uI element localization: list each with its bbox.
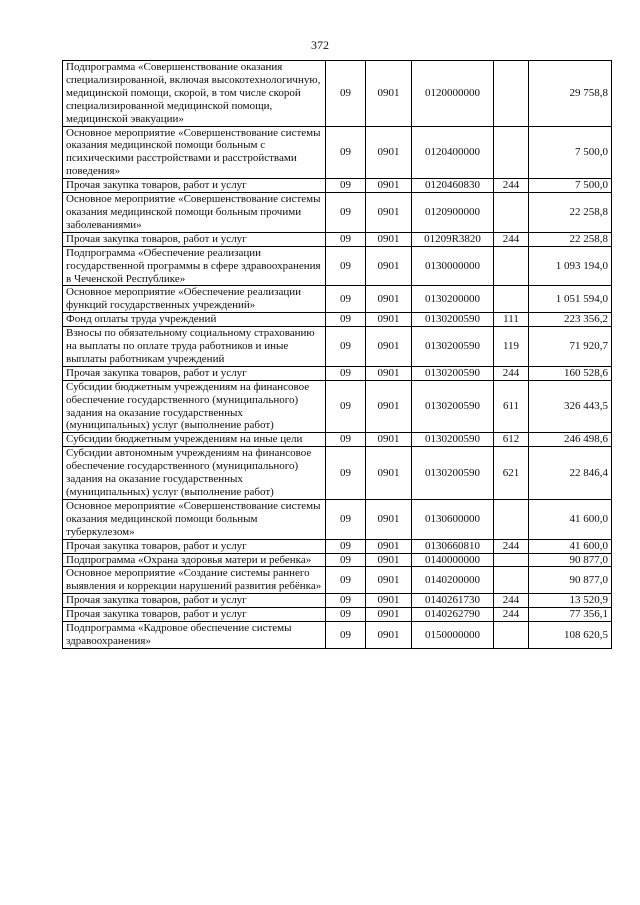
table-row [63,179,612,193]
row-expense-type [494,622,529,649]
row-target-code: 0140000000 [412,553,494,567]
row-amount: 29 758,8 [529,61,612,127]
row-target-code: 0130200590 [412,433,494,447]
row-section: 09 [326,594,366,608]
row-subsection: 0901 [366,622,412,649]
row-target-code: 0130200000 [412,286,494,313]
row-expense-type [494,193,529,233]
row-amount: 13 520,9 [529,594,612,608]
table-row [63,539,612,553]
row-target-code: 0150000000 [412,622,494,649]
row-subsection: 0901 [366,179,412,193]
row-subsection: 0901 [366,608,412,622]
table-row [63,366,612,380]
row-target-code: 0120900000 [412,193,494,233]
row-target-code: 0140262790 [412,608,494,622]
row-subsection: 0901 [366,447,412,500]
row-section: 09 [326,232,366,246]
row-target-code: 0120460830 [412,179,494,193]
row-target-code: 0120000000 [412,61,494,127]
row-name: Подпрограмма «Охрана здоровья матери и ребенка» [63,553,326,567]
row-subsection: 0901 [366,567,412,594]
row-name: Фонд оплаты труда учреждений [63,313,326,327]
row-expense-type [494,126,529,179]
row-subsection: 0901 [366,286,412,313]
row-expense-type [494,61,529,127]
row-amount: 7 500,0 [529,179,612,193]
row-subsection: 0901 [366,499,412,539]
row-amount: 7 500,0 [529,126,612,179]
row-section: 09 [326,246,366,286]
budget-table-body [63,61,612,649]
row-amount: 22 846,4 [529,447,612,500]
row-name: Основное мероприятие «Обеспечение реализации функций государственных учреждений» [63,286,326,313]
table-row [63,126,612,179]
row-name: Основное мероприятие «Совершенствование системы оказания медицинской помощи больным прочими заболеваниями» [63,193,326,233]
row-name: Прочая закупка товаров, работ и услуг [63,232,326,246]
row-target-code: 0140200000 [412,567,494,594]
row-expense-type [494,286,529,313]
row-subsection: 0901 [366,594,412,608]
page-number: 372 [311,38,329,52]
row-name: Прочая закупка товаров, работ и услуг [63,594,326,608]
row-subsection: 0901 [366,327,412,367]
row-name: Прочая закупка товаров, работ и услуг [63,179,326,193]
row-section: 09 [326,179,366,193]
row-name: Субсидии бюджетным учреждениям на иные цели [63,433,326,447]
row-expense-type: 244 [494,594,529,608]
row-target-code: 0130200590 [412,447,494,500]
table-row [63,286,612,313]
row-name: Прочая закупка товаров, работ и услуг [63,608,326,622]
row-name: Субсидии автономным учреждениям на финансовое обеспечение государственного (муниципального) задания на оказание государственных (муниципальных) услуг (выполнение работ) [63,447,326,500]
row-target-code: 0130200590 [412,327,494,367]
row-subsection: 0901 [366,126,412,179]
row-amount: 326 443,5 [529,380,612,433]
row-section: 09 [326,366,366,380]
table-row [63,232,612,246]
row-name: Прочая закупка товаров, работ и услуг [63,539,326,553]
row-section: 09 [326,553,366,567]
row-name: Субсидии бюджетным учреждениям на финансовое обеспечение государственного (муниципального) задания на оказание государственных (муниципальных) услуг (выполнение работ) [63,380,326,433]
row-section: 09 [326,447,366,500]
table-row [63,313,612,327]
row-name: Взносы по обязательному социальному страхованию на выплаты по оплате труда работников и иные выплаты работникам учреждений [63,327,326,367]
row-section: 09 [326,567,366,594]
row-expense-type [494,553,529,567]
row-target-code: 0130200590 [412,380,494,433]
row-name: Подпрограмма «Совершенствование оказания специализированной, включая высокотехнологичную, медицинской помощи, скорой, в том числе скорой специализированной медицинской помощи, медицинской эвакуации» [63,61,326,127]
row-section: 09 [326,126,366,179]
row-subsection: 0901 [366,433,412,447]
row-subsection: 0901 [366,539,412,553]
row-subsection: 0901 [366,193,412,233]
row-subsection: 0901 [366,61,412,127]
row-subsection: 0901 [366,366,412,380]
row-amount: 41 600,0 [529,539,612,553]
row-amount: 223 356,2 [529,313,612,327]
row-subsection: 0901 [366,246,412,286]
row-name: Прочая закупка товаров, работ и услуг [63,366,326,380]
row-name: Подпрограмма «Обеспечение реализации государственной программы в сфере здравоохранения в Чеченской Республике» [63,246,326,286]
row-amount: 90 877,0 [529,567,612,594]
row-target-code: 0130200590 [412,366,494,380]
table-row [63,447,612,500]
row-expense-type: 244 [494,366,529,380]
row-expense-type: 244 [494,232,529,246]
row-target-code: 0140261730 [412,594,494,608]
row-section: 09 [326,193,366,233]
table-row [63,246,612,286]
row-section: 09 [326,380,366,433]
table-row [63,499,612,539]
row-section: 09 [326,286,366,313]
row-amount: 22 258,8 [529,232,612,246]
row-name: Основное мероприятие «Совершенствование системы оказания медицинской помощи больным туберкулезом» [63,499,326,539]
row-target-code: 0130000000 [412,246,494,286]
row-expense-type: 244 [494,539,529,553]
table-row [63,193,612,233]
table-row [63,608,612,622]
table-row [63,553,612,567]
row-amount: 1 093 194,0 [529,246,612,286]
row-target-code: 01209R3820 [412,232,494,246]
row-subsection: 0901 [366,380,412,433]
row-amount: 41 600,0 [529,499,612,539]
row-target-code: 0120400000 [412,126,494,179]
row-amount: 90 877,0 [529,553,612,567]
row-section: 09 [326,61,366,127]
row-expense-type: 119 [494,327,529,367]
row-subsection: 0901 [366,553,412,567]
row-amount: 22 258,8 [529,193,612,233]
budget-table [62,60,612,649]
row-name: Подпрограмма «Кадровое обеспечение системы здравоохранения» [63,622,326,649]
row-amount: 71 920,7 [529,327,612,367]
row-expense-type: 244 [494,608,529,622]
row-name: Основное мероприятие «Создание системы раннего выявления и коррекции нарушений развития ребёнка» [63,567,326,594]
row-expense-type [494,567,529,594]
row-target-code: 0130600000 [412,499,494,539]
row-expense-type: 244 [494,179,529,193]
row-expense-type: 621 [494,447,529,500]
row-expense-type [494,246,529,286]
table-row [63,622,612,649]
row-amount: 246 498,6 [529,433,612,447]
row-amount: 160 528,6 [529,366,612,380]
row-section: 09 [326,499,366,539]
row-target-code: 0130200590 [412,313,494,327]
row-subsection: 0901 [366,232,412,246]
row-section: 09 [326,327,366,367]
row-section: 09 [326,608,366,622]
row-expense-type: 612 [494,433,529,447]
row-target-code: 0130660810 [412,539,494,553]
row-expense-type [494,499,529,539]
table-row [63,61,612,127]
table-row [63,327,612,367]
table-row [63,567,612,594]
row-expense-type: 611 [494,380,529,433]
row-section: 09 [326,539,366,553]
row-name: Основное мероприятие «Совершенствование системы оказания медицинской помощи больным с психическими расстройствами и расстройствами поведения» [63,126,326,179]
row-section: 09 [326,313,366,327]
row-expense-type: 111 [494,313,529,327]
table-row [63,433,612,447]
row-amount: 77 356,1 [529,608,612,622]
table-row [63,594,612,608]
row-subsection: 0901 [366,313,412,327]
row-amount: 108 620,5 [529,622,612,649]
row-amount: 1 051 594,0 [529,286,612,313]
row-section: 09 [326,622,366,649]
row-section: 09 [326,433,366,447]
table-row [63,380,612,433]
